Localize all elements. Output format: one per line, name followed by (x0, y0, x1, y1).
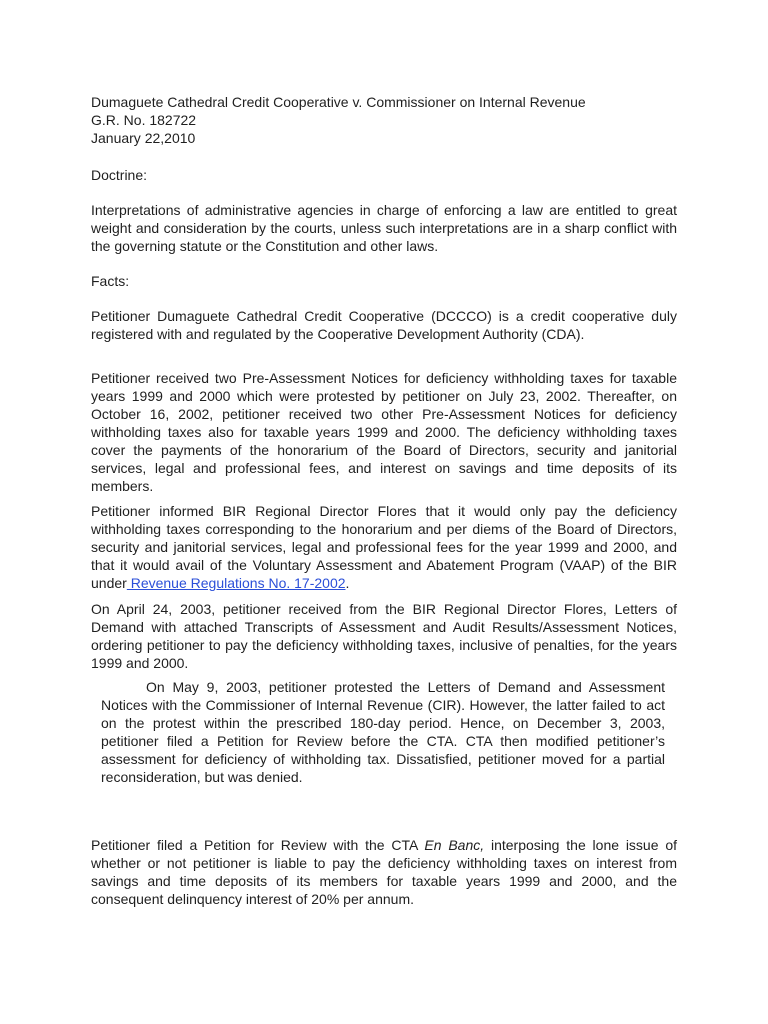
facts-paragraph-4: On April 24, 2003, petitioner received from the BIR Regional Director Flores, Letters of Demand with attached Transcripts of Assessment and Audit Results/Assessment Notices, ordering petitioner to pay the deficiency withholding taxes, inclusive of penalties, for the years 1999 and 2000. (91, 601, 677, 671)
p3-end: . (345, 575, 350, 591)
facts-paragraph-3 (91, 502, 677, 592)
facts-paragraph-2: Petitioner received two Pre-Assessment Notices for deficiency withholding taxes for taxable years 1999 and 2000 which were protested by petitioner on July 23, 2002. Thereafter, on October 16, 2002, petitioner received two other Pre-Assessment Notices for deficiency withholding taxes also for taxable years 1999 and 2000. The deficiency withholding taxes cover the payments of the honorarium of the Board of Directors, security and janitorial services, legal and professional fees, and interest on savings and time deposits of its members. (91, 370, 677, 494)
revenue-regulations-link[interactable]: Revenue Regulations No. 17-2002 (126, 575, 346, 591)
doctrine-heading: Doctrine: (91, 167, 148, 183)
doctrine-text: Interpretations of administrative agencies in charge of enforcing a law are entitled to great weight and consideration by the courts, unless such interpretations are in a sharp conflict with the governing statute or the Constitution and other laws. (91, 202, 677, 254)
p6-text-start: Petitioner filed a Petition for Review with the CTA (91, 837, 425, 853)
case-title: Dumaguete Cathedral Credit Cooperative v. Commissioner on Internal Revenue (91, 94, 586, 110)
gr-number: G.R. No. 182722 (91, 112, 197, 128)
facts-heading: Facts: (91, 273, 130, 289)
p6-text-end: interposing the lone issue of whether or not petitioner is liable to pay the deficiency withholding taxes on interest from savings and time deposits of its members for taxable years 1999 and 2000, and the consequent delinquency interest of 20% per annum. (91, 837, 677, 907)
facts-paragraph-1: Petitioner Dumaguete Cathedral Credit Cooperative (DCCCO) is a credit cooperative duly registered with and regulated by the Cooperative Development Authority (CDA). (91, 308, 677, 342)
facts-paragraph-6 (91, 836, 677, 908)
en-banc-text: En Banc, (424, 837, 485, 853)
case-header (91, 93, 677, 147)
p3-text: Petitioner informed BIR Regional Director Flores that it would only pay the deficiency withholding taxes corresponding to the honorarium and per diems of the Board of Directors, security and janitorial services, legal and professional fees for the year 1999 and 2000, and that it would avail of the Voluntary Assessment and Abatement Program (VAAP) of the BIR under (91, 503, 677, 591)
decision-date: January 22,2010 (91, 130, 196, 146)
facts-paragraph-5: On May 9, 2003, petitioner protested the Letters of Demand and Assessment Notices with the Commissioner of Internal Revenue (CIR). However, the latter failed to act on the protest within the prescribed 180-day period. Hence, on December 3, 2003, petitioner filed a Petition for Review before the CTA. CTA then modified petitioner’s assessment for deficiency of withholding tax. Dissatisfied, petitioner moved for a partial reconsideration, but was denied. (101, 679, 665, 785)
